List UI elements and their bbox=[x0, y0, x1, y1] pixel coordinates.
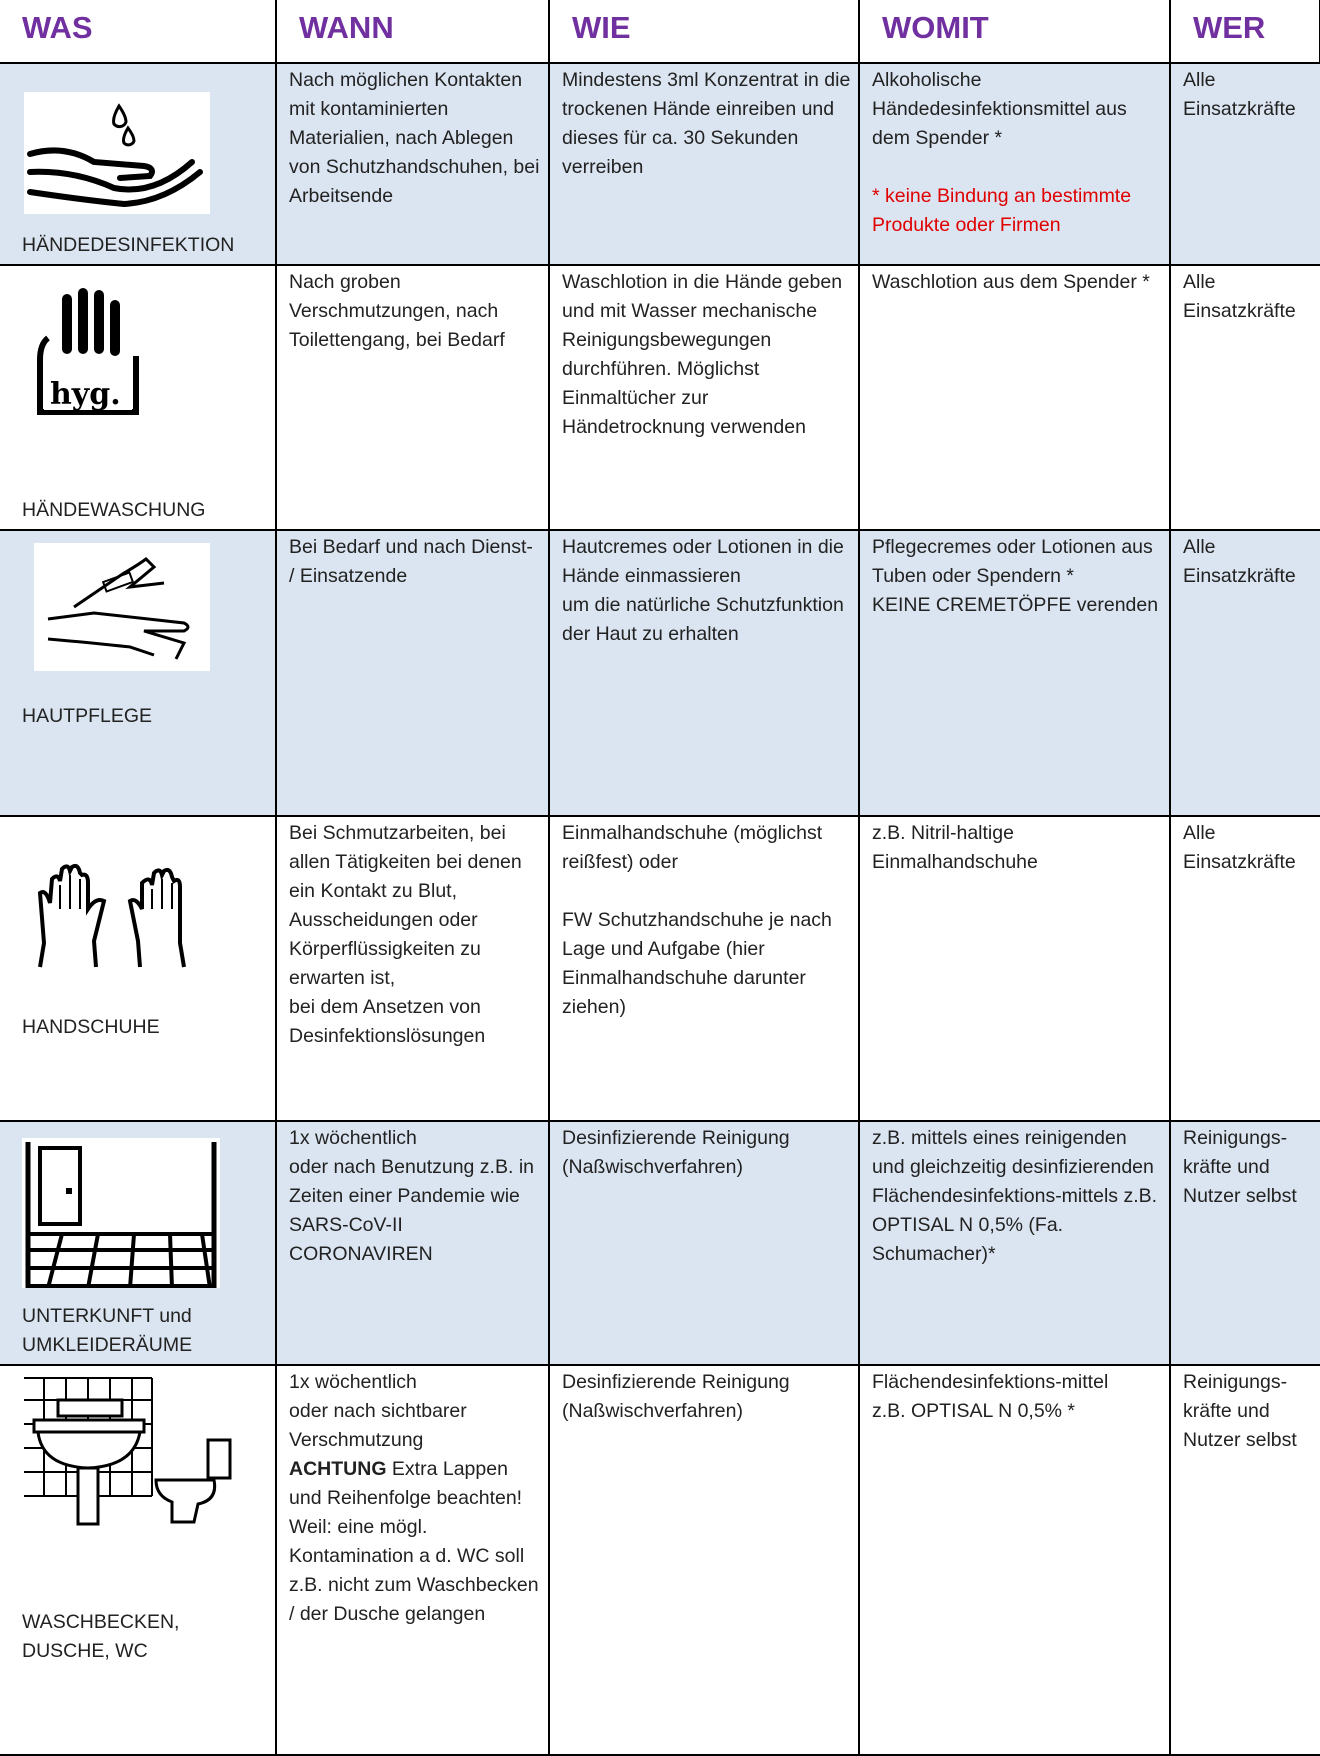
womit-cell bbox=[859, 1121, 1170, 1365]
wann-text-2: oder nach sichtbarer Verschmutzung bbox=[289, 1400, 467, 1451]
hygiene-hand-icon bbox=[28, 286, 148, 426]
wer-text: Alle Einsatzkräfte bbox=[1183, 536, 1296, 587]
wie-cell bbox=[549, 265, 859, 530]
wann-text: Bei Schmutzarbeiten, bei allen Tätigkeiten bei denen ein Kontakt zu Blut, Ausscheidungen oder Körperflüssigkeiten zu erwarten ist, bbox=[289, 822, 522, 989]
womit-text: Flächendesinfektions-mittel bbox=[872, 1371, 1109, 1393]
wer-text: Alle Einsatzkräfte bbox=[1183, 69, 1296, 120]
womit-text: Pflegecremes oder Lotionen aus Tuben oder Spendern * bbox=[872, 536, 1153, 587]
womit-cell bbox=[859, 530, 1170, 816]
womit-text: z.B. Nitril-haltige Einmalhandschuhe bbox=[872, 822, 1038, 873]
womit-note: * keine Bindung an bestimmte Produkte oder Firmen bbox=[872, 185, 1132, 236]
womit-text: Waschlotion aus dem Spender * bbox=[872, 271, 1150, 293]
wer-text: Alle Einsatzkräfte bbox=[1183, 822, 1296, 873]
wann-cell bbox=[276, 1121, 549, 1365]
header-wie: WIE bbox=[549, 0, 859, 63]
wann-cell bbox=[276, 1365, 549, 1755]
wann-bold: ACHTUNG bbox=[289, 1458, 387, 1480]
wann-text: Nach groben Verschmutzungen, nach Toilettengang, bei Bedarf bbox=[289, 271, 505, 351]
wann-text-2: bei dem Ansetzen von Desinfektionslösungen bbox=[289, 996, 486, 1047]
wie-cell bbox=[549, 530, 859, 816]
was-cell bbox=[0, 1365, 276, 1755]
wann-text: 1x wöchentlich bbox=[289, 1371, 417, 1393]
room-floor-icon bbox=[22, 1138, 220, 1288]
womit-text-2: z.B. OPTISAL N 0,5% * bbox=[872, 1400, 1076, 1422]
wie-cell bbox=[549, 1121, 859, 1365]
was-label: WASCHBECKEN, DUSCHE, WC bbox=[22, 1611, 180, 1662]
table-row bbox=[0, 63, 1320, 265]
was-cell bbox=[0, 63, 276, 265]
was-cell bbox=[0, 530, 276, 816]
wie-text-2: FW Schutzhandschuhe je nach Lage und Aufgabe (hier Einmalhandschuhe darunter ziehen) bbox=[562, 909, 832, 1018]
wer-cell bbox=[1170, 63, 1320, 265]
wann-text: Bei Bedarf und nach Dienst- / Einsatzende bbox=[289, 536, 533, 587]
wie-cell bbox=[549, 1365, 859, 1755]
hyg-text: hyg. bbox=[50, 377, 121, 412]
womit-cell bbox=[859, 265, 1170, 530]
was-label: HANDSCHUHE bbox=[22, 1016, 160, 1038]
header-was: WAS bbox=[0, 0, 276, 63]
womit-cell bbox=[859, 1365, 1170, 1755]
hand-cream-icon bbox=[34, 543, 210, 671]
wer-cell bbox=[1170, 1365, 1320, 1755]
wie-cell bbox=[549, 816, 859, 1121]
wann-cell bbox=[276, 816, 549, 1121]
wie-text: Hautcremes oder Lotionen in die Hände einmassieren bbox=[562, 536, 844, 587]
sink-toilet-icon bbox=[22, 1376, 232, 1526]
wie-cell bbox=[549, 63, 859, 265]
wann-cell bbox=[276, 265, 549, 530]
womit-cell bbox=[859, 63, 1170, 265]
wie-text: Einmalhandschuhe (möglichst reißfest) oder bbox=[562, 822, 823, 873]
wer-cell bbox=[1170, 530, 1320, 816]
wie-text-2: um die natürliche Schutzfunktion der Haut zu erhalten bbox=[562, 594, 844, 645]
was-label: HAUTPFLEGE bbox=[22, 705, 153, 727]
was-label: HÄNDEWASCHUNG bbox=[22, 499, 206, 521]
wer-cell bbox=[1170, 816, 1320, 1121]
wann-text: Nach möglichen Kontakten mit kontaminierten Materialien, nach Ablegen von Schutzhandschuhen, bei Arbeitsende bbox=[289, 69, 540, 207]
header-wer: WER bbox=[1170, 0, 1320, 63]
table-row bbox=[0, 1365, 1320, 1755]
wie-text: Desinfizierende Reinigung (Naßwischverfahren) bbox=[562, 1127, 790, 1178]
wer-text: Reinigungs-kräfte und Nutzer selbst bbox=[1183, 1127, 1297, 1207]
header-wann: WANN bbox=[276, 0, 549, 63]
wie-text: Desinfizierende Reinigung (Naßwischverfahren) bbox=[562, 1371, 790, 1422]
table-row bbox=[0, 816, 1320, 1121]
was-cell bbox=[0, 1121, 276, 1365]
wann-text: 1x wöchentlich bbox=[289, 1127, 417, 1149]
header-row bbox=[0, 0, 1320, 63]
womit-text-2: OPTISAL N 0,5% (Fa. Schumacher)* bbox=[872, 1214, 1064, 1265]
womit-text-2: KEINE CREMETÖPFE verenden bbox=[872, 594, 1159, 616]
wer-cell bbox=[1170, 1121, 1320, 1365]
table-row bbox=[0, 265, 1320, 530]
wer-cell bbox=[1170, 265, 1320, 530]
was-label: HÄNDEDESINFEKTION bbox=[22, 234, 235, 256]
womit-text: z.B. mittels eines reinigenden und gleichzeitig desinfizierenden Flächendesinfektions-mittels z.B. bbox=[872, 1127, 1158, 1207]
womit-text: Alkoholische Händedesinfektionsmittel aus dem Spender * bbox=[872, 69, 1127, 149]
wann-cell bbox=[276, 530, 549, 816]
wann-text-2: oder nach Benutzung z.B. in Zeiten einer Pandemie wie SARS-CoV-II CORONAVIREN bbox=[289, 1156, 534, 1265]
wann-text-3: Extra Lappen und Reihenfolge beachten! Weil: eine mögl. Kontamination a d. WC soll z.B. nicht zum Waschbecken / der Dusche gelangen bbox=[289, 1458, 539, 1625]
wer-text: Alle Einsatzkräfte bbox=[1183, 271, 1296, 322]
was-label: UNTERKUNFT und UMKLEIDERÄUME bbox=[22, 1305, 193, 1356]
wer-text: Reinigungs-kräfte und Nutzer selbst bbox=[1183, 1371, 1297, 1451]
table-row bbox=[0, 530, 1320, 816]
was-cell bbox=[0, 265, 276, 530]
wie-text: Mindestens 3ml Konzentrat in die trockenen Hände einreiben und dieses für ca. 30 Sekunden verreiben bbox=[562, 69, 851, 178]
table-row bbox=[0, 1121, 1320, 1365]
womit-cell bbox=[859, 816, 1170, 1121]
was-cell bbox=[0, 816, 276, 1121]
wie-text: Waschlotion in die Hände geben und mit Wasser mechanische Reinigungsbewegungen durchführen. Möglichst Einmaltücher zur Händetrocknung verwenden bbox=[562, 271, 843, 438]
header-womit: WOMIT bbox=[859, 0, 1170, 63]
gloves-icon bbox=[30, 859, 230, 969]
wann-cell bbox=[276, 63, 549, 265]
hand-drop-icon bbox=[24, 92, 210, 214]
